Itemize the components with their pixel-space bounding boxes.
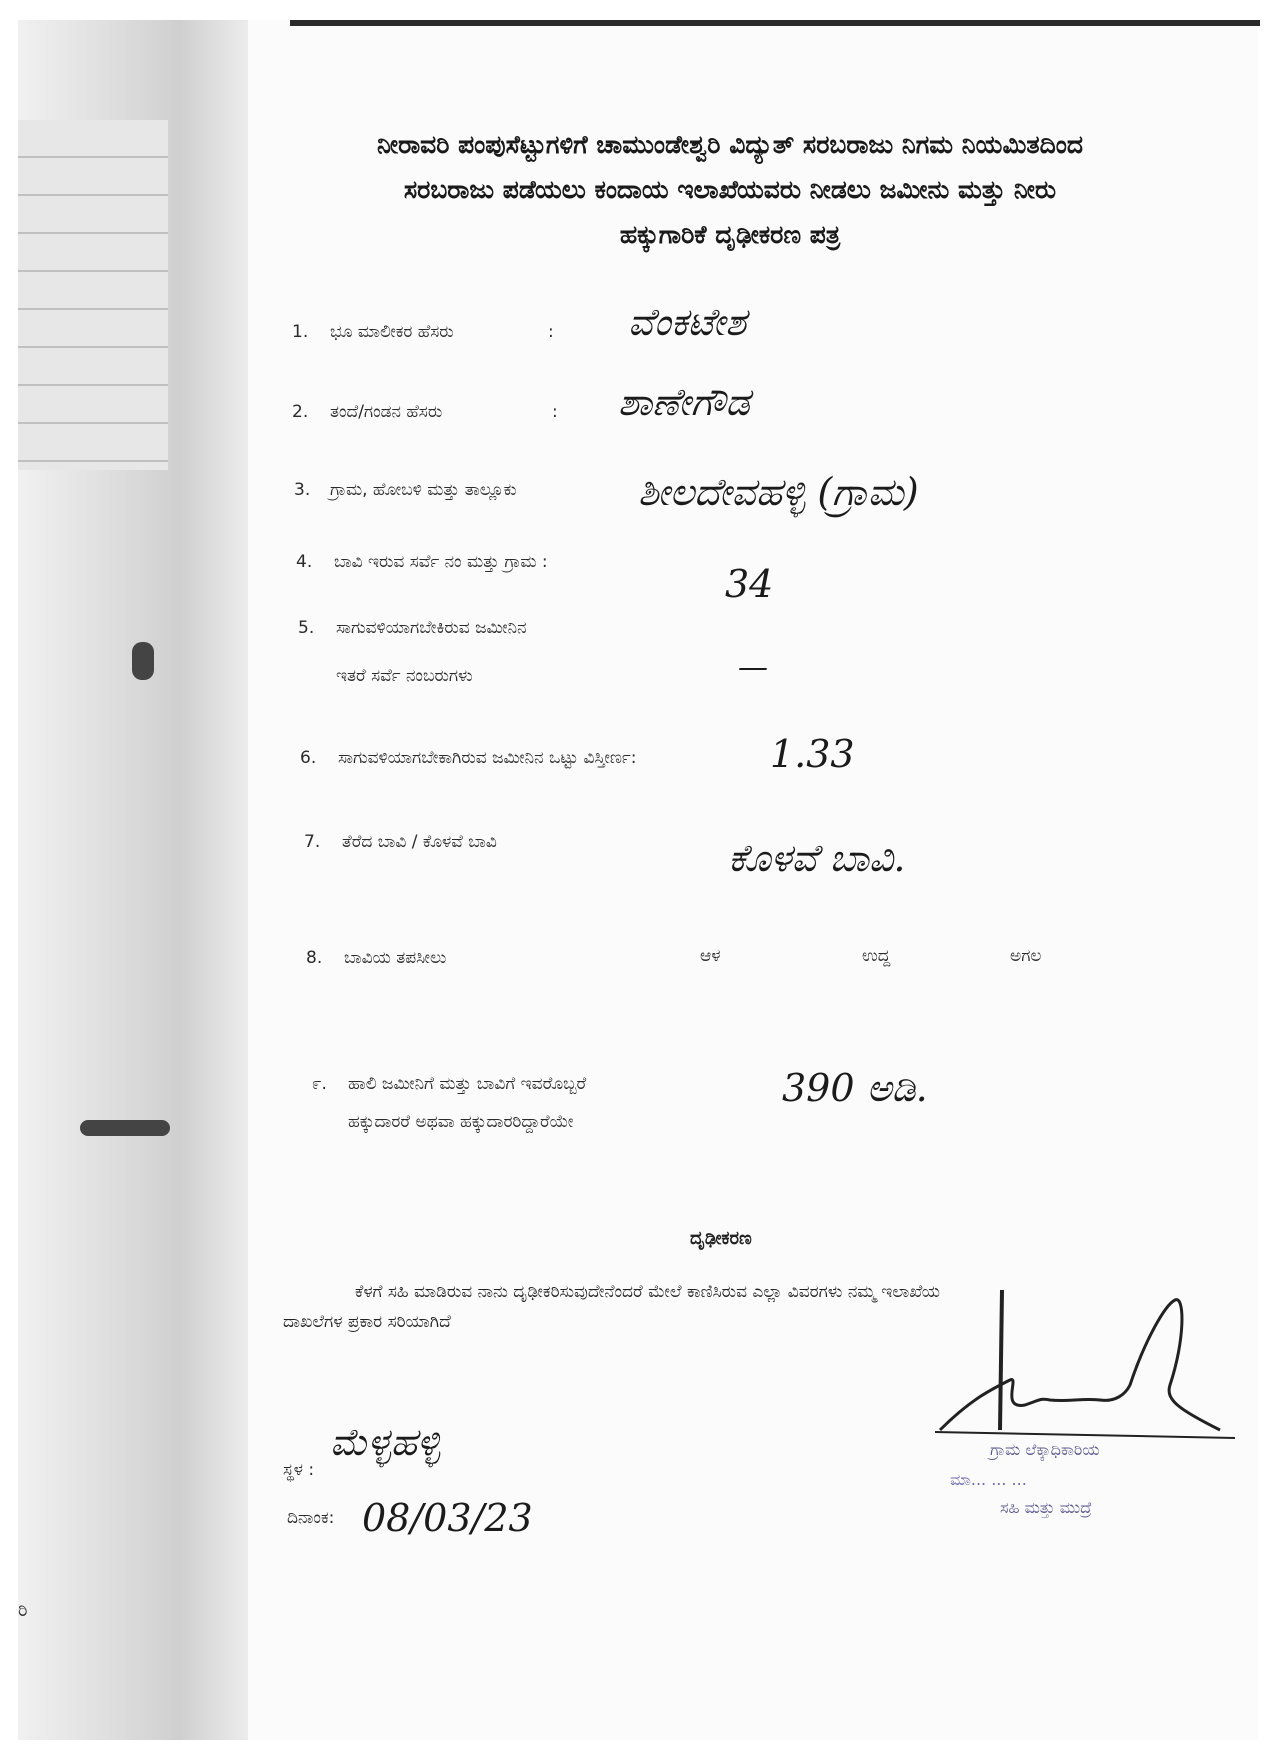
date-label: ದಿನಾಂಕ: — [287, 1508, 335, 1528]
field-2-label: ತಂದೆ/ಗಂಡನ ಹೆಸರು — [330, 402, 443, 422]
field-7-label: ತೆರೆದ ಬಾವಿ / ಕೊಳವೆ ಬಾವಿ — [342, 832, 497, 852]
field-9-number: ೯. — [312, 1074, 327, 1094]
field-7-well-type: ಕೊಳವೆ ಬಾವಿ. — [728, 836, 906, 880]
place-value: ಮೆಳ್ಳಹಳ್ಳಿ — [330, 1420, 441, 1464]
field-8-length-heading: ಉದ್ದ — [862, 946, 891, 966]
field-2-number: 2. — [292, 402, 309, 422]
field-5-other-surveys: — — [738, 650, 768, 685]
field-7-number: 7. — [304, 832, 321, 852]
page-top-edge — [290, 20, 1260, 26]
declaration-text-line2: ದಾಖಲೆಗಳ ಪ್ರಕಾರ ಸರಿಯಾಗಿದೆ — [283, 1312, 451, 1332]
field-9-rights-answer: 390 ಅಡಿ. — [782, 1066, 928, 1110]
binder-pin-bottom — [80, 1120, 170, 1136]
field-1-number: 1. — [292, 322, 309, 342]
field-9-label: ಹಾಲಿ ಜಮೀನಿಗೆ ಮತ್ತು ಬಾವಿಗೆ ಇವರೊಬ್ಬರೆ — [348, 1074, 587, 1094]
form-title-line1: ನೀರಾವರಿ ಪಂಪುಸೆಟ್ಟುಗಳಿಗೆ ಚಾಮುಂಡೇಶ್ವರಿ ವಿದ್ಯುತ್ ಸರಬರಾಜು ನಿಗಮ ನಿಯಮಿತದಿಂದ — [377, 130, 1083, 159]
field-8-depth-heading: ಆಳ — [700, 946, 721, 966]
field-6-total-extent: 1.33 — [770, 732, 855, 776]
field-4-number: 4. — [296, 552, 313, 572]
field-2-father-name: ಶಾಣೇಗೌಡ — [618, 380, 750, 424]
underlying-ruled-sheet — [18, 120, 168, 470]
field-6-number: 6. — [300, 748, 317, 768]
field-5-number: 5. — [298, 618, 315, 638]
officer-signature — [930, 1280, 1250, 1440]
form-title-line2: ಸರಬರಾಜು ಪಡೆಯಲು ಕಂದಾಯ ಇಲಾಖೆಯವರು ನೀಡಲು ಜಮೀನು ಮತ್ತು ನೀರು — [403, 175, 1057, 204]
field-3-number: 3. — [294, 480, 311, 500]
field-8-label: ಬಾವಿಯ ತಪಸೀಲು — [344, 948, 447, 968]
stamp-line1: ಗ್ರಾಮ ಲೆಕ್ಕಾಧಿಕಾರಿಯ — [990, 1440, 1100, 1459]
stamp-line3: ಸಹಿ ಮತ್ತು ಮುದ್ರೆ — [1000, 1498, 1092, 1517]
field-4-survey-number: 34 — [725, 562, 774, 606]
field-8-number: 8. — [306, 948, 323, 968]
date-value: 08/03/23 — [362, 1496, 533, 1540]
field-1-label: ಭೂ ಮಾಲೀಕರ ಹೆಸರು — [330, 322, 454, 342]
declaration-text-line1: ಕೆಳಗೆ ಸಹಿ ಮಾಡಿರುವ ನಾನು ದೃಢೀಕರಿಸುವುದೇನೆಂದರೆ ಮೇಲೆ ಕಾಣಿಸಿರುವ ಎಲ್ಲಾ ವಿವರಗಳು ನಮ್ಮ ಇಲಾಖೆಯ — [355, 1282, 940, 1302]
field-3-label: ಗ್ರಾಮ, ಹೋಬಳಿ ಮತ್ತು ತಾಲ್ಲೂಕು — [330, 480, 517, 500]
place-label: ಸ್ಥಳ : — [283, 1460, 315, 1480]
field-5-label: ಸಾಗುವಳಿಯಾಗಬೇಕಿರುವ ಜಮೀನಿನ — [336, 618, 527, 638]
field-2-colon: : — [552, 402, 558, 422]
field-5-label-line2: ಇತರೆ ಸರ್ವೆ ನಂಬರುಗಳು — [336, 666, 473, 686]
field-4-label: ಬಾವಿ ಇರುವ ಸರ್ವೆ ನಂ ಮತ್ತು ಗ್ರಾಮ : — [334, 552, 548, 572]
binder-pin-top — [132, 642, 154, 680]
stamp-line2: ಮಾ... ... ... — [950, 1470, 1027, 1489]
field-1-colon: : — [548, 322, 554, 342]
margin-mark: ರಿ — [18, 1600, 28, 1621]
declaration-heading: ದೃಢೀಕರಣ — [690, 1228, 752, 1249]
field-3-village: ಶೀಲದೇವಹಳ್ಳಿ (ಗ್ರಾಮ) — [638, 470, 919, 514]
form-title-line3: ಹಕ್ಕುಗಾರಿಕೆ ದೃಢೀಕರಣ ಪತ್ರ — [619, 220, 841, 249]
field-6-label: ಸಾಗುವಳಿಯಾಗಬೇಕಾಗಿರುವ ಜಮೀನಿನ ಒಟ್ಟು ವಿಸ್ತೀರ್ಣ: — [338, 748, 637, 768]
field-8-width-heading: ಅಗಲ — [1010, 946, 1042, 966]
field-1-owner-name: ವೆಂಕಟೇಶ — [628, 300, 747, 344]
field-9-label-line2: ಹಕ್ಕುದಾರರೆ ಅಥವಾ ಹಕ್ಕುದಾರರಿದ್ದಾರೆಯೇ — [348, 1112, 574, 1132]
